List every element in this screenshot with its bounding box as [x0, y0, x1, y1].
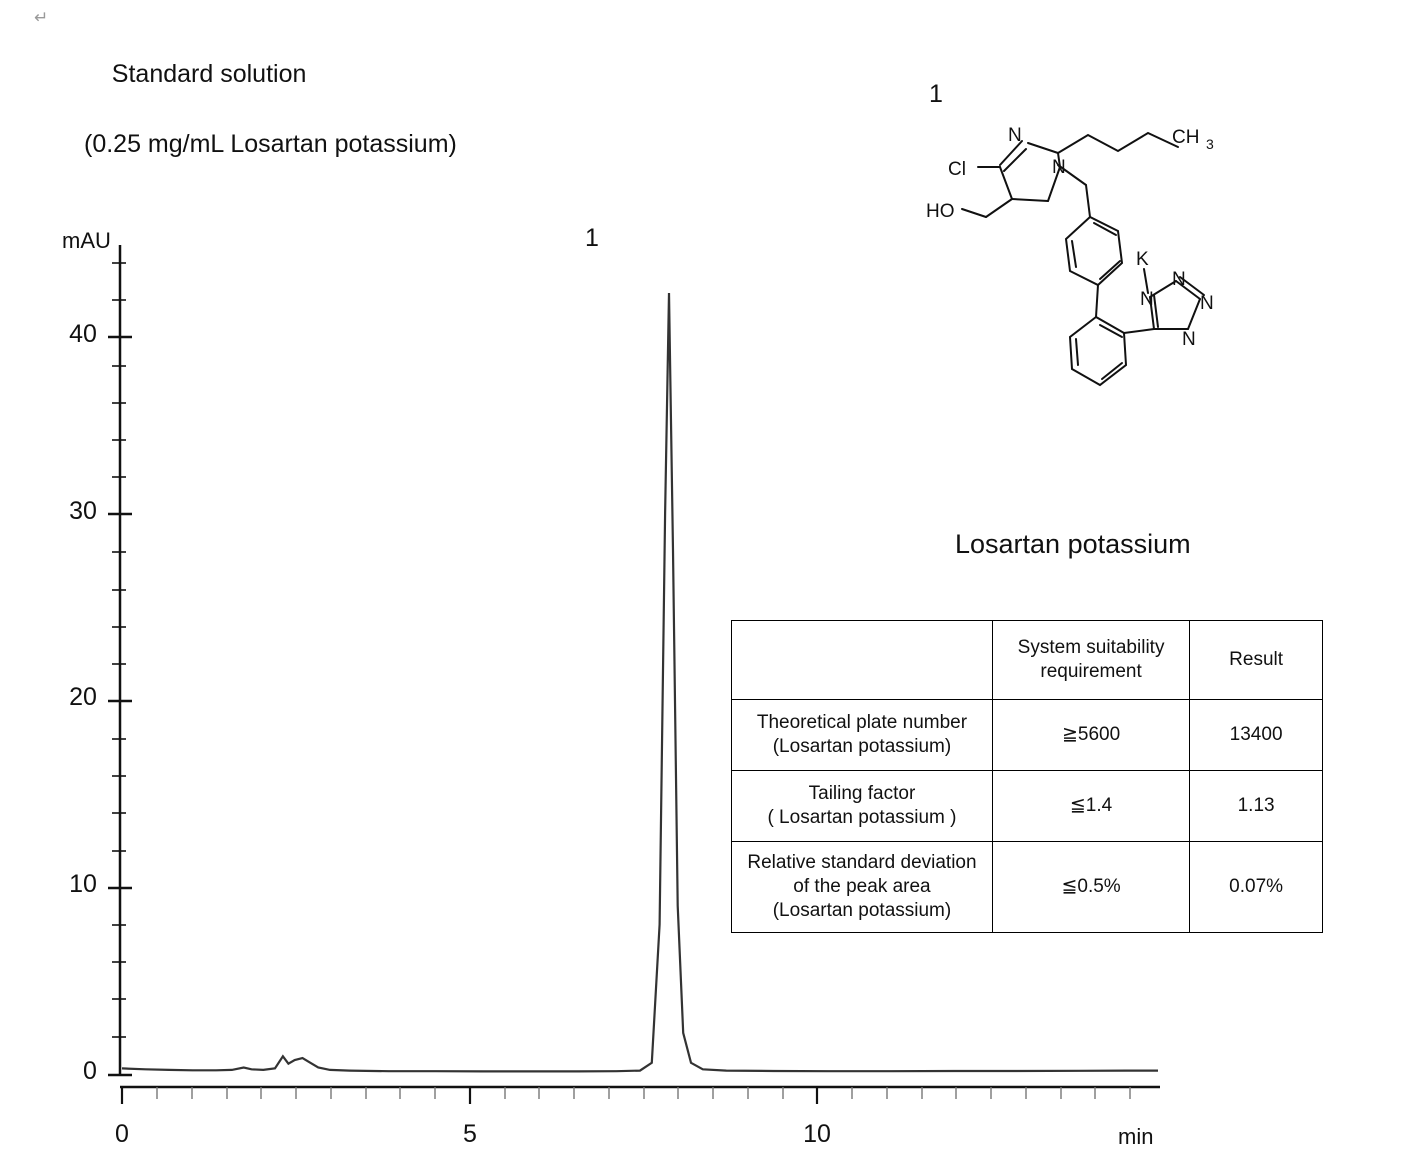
atom-label-cl: Cl — [948, 159, 966, 180]
atom-label-ho: HO — [926, 201, 955, 222]
y-tick-30: 30 — [69, 497, 97, 525]
atom-label-tet-n2: N — [1172, 269, 1186, 290]
molecule-index-label: 1 — [929, 80, 943, 108]
y-tick-20: 20 — [69, 683, 97, 711]
y-axis-label: mAU — [62, 228, 111, 253]
header-cell-requirement — [992, 621, 1189, 700]
atom-label-k: K — [1136, 249, 1149, 270]
row-parameter-line1: Tailing factor — [808, 783, 916, 804]
row-result: 1.13 — [1190, 771, 1323, 842]
row-parameter — [732, 842, 993, 933]
row-requirement: ≦0.5% — [992, 842, 1189, 933]
row-parameter-line2: ( Losartan potassium ) — [767, 807, 957, 828]
molecule-name: Losartan potassium — [955, 529, 1191, 559]
atom-label-tet-n4: N — [1182, 329, 1196, 350]
header-cell-result: Result — [1190, 621, 1323, 700]
corner-mark: ↵ — [34, 8, 49, 27]
caption-line-2: (0.25 mg/mL Losartan potassium) — [84, 130, 457, 158]
x-axis-label: min — [1118, 1124, 1154, 1149]
row-requirement: ≦1.4 — [992, 771, 1189, 842]
atom-label-ch3: CH — [1172, 127, 1200, 148]
svg-text:3: 3 — [1206, 136, 1214, 152]
row-parameter — [732, 700, 993, 771]
row-parameter-line3: (Losartan potassium) — [772, 900, 952, 921]
table-row — [732, 700, 1323, 771]
table-row — [732, 771, 1323, 842]
header-requirement-line1: System suitability — [1017, 637, 1165, 658]
system-suitability-table — [731, 620, 1323, 933]
table-header-row — [732, 621, 1323, 700]
y-tick-0: 0 — [83, 1057, 97, 1085]
atom-label-n-top: N — [1008, 125, 1022, 146]
peak-label-1: 1 — [585, 224, 599, 252]
row-parameter-line2: (Losartan potassium) — [772, 736, 952, 757]
header-cell-blank — [732, 621, 993, 700]
row-parameter-line1: Relative standard deviation — [747, 852, 977, 873]
table-row — [732, 842, 1323, 933]
header-requirement-line2: requirement — [1040, 661, 1142, 682]
losartan-structure — [900, 105, 1280, 525]
row-parameter-line1: Theoretical plate number — [756, 712, 968, 733]
row-result: 0.07% — [1190, 842, 1323, 933]
atom-label-n-ring: N — [1052, 157, 1066, 178]
y-tick-40: 40 — [69, 320, 97, 348]
caption-line-1: Standard solution — [111, 60, 307, 88]
row-result: 13400 — [1190, 700, 1323, 771]
x-tick-0: 0 — [115, 1120, 129, 1148]
x-tick-10: 10 — [803, 1120, 831, 1148]
atom-label-tet-n3: N — [1200, 293, 1214, 314]
row-parameter — [732, 771, 993, 842]
y-tick-10: 10 — [69, 870, 97, 898]
row-parameter-line2: of the peak area — [793, 876, 931, 897]
atom-label-tet-n1: N — [1140, 289, 1154, 310]
x-tick-5: 5 — [463, 1120, 477, 1148]
row-requirement: ≧5600 — [992, 700, 1189, 771]
